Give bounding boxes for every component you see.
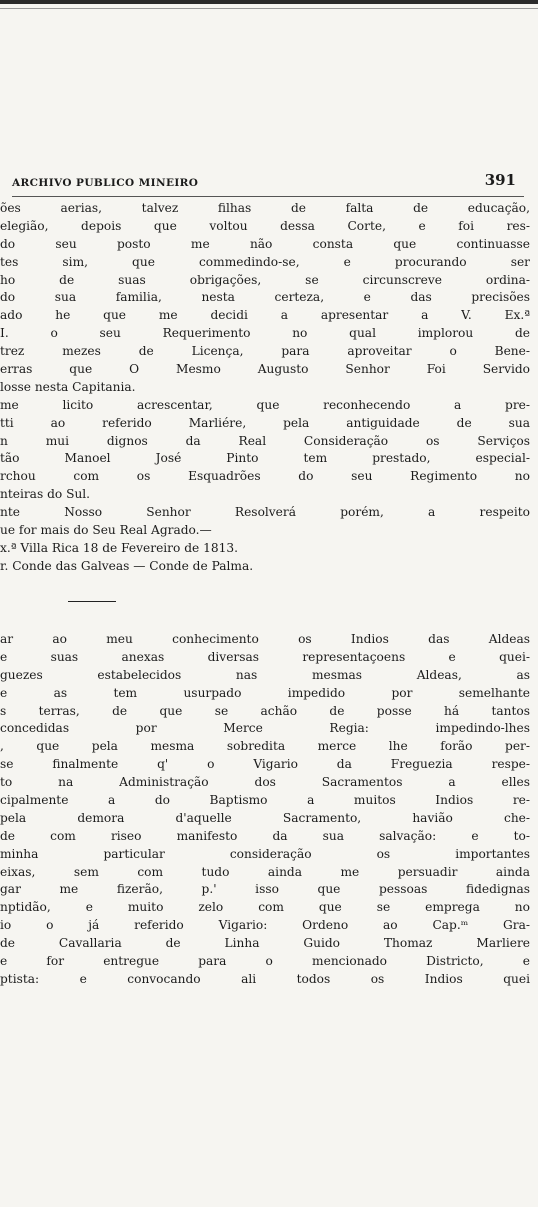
- text-line: ho de suas obrigações, se circunscreve ordina-: [0, 272, 530, 287]
- text-line: se finalmente q' o Vigario da Freguezia respe-: [0, 757, 530, 772]
- text-line: concedidas por Merce Regia: impedindo-lhes: [0, 721, 530, 736]
- text-line: e suas anexas diversas representaçoens e quei-: [0, 649, 530, 664]
- text-line: e for entregue para o mencionado Districto, e: [0, 954, 530, 969]
- scan-top-border: [0, 0, 538, 4]
- text-line: io o já referido Vigario: Ordeno ao Cap.ᵐ Gra-: [0, 918, 530, 933]
- text-line: eixas, sem com tudo ainda me persuadir ainda: [0, 864, 530, 879]
- text-line: elegião, depois que voltou dessa Corte, e foi res-: [0, 218, 530, 233]
- text-line: de Cavallaria de Linha Guido Thomaz Marliere: [0, 936, 530, 951]
- scan-top-border-thin: [0, 8, 538, 9]
- text-line: me licito acrescentar, que reconhecendo a pre-: [0, 397, 530, 412]
- text-line: guezes estabelecidos nas mesmas Aldeas, as: [0, 667, 530, 682]
- text-line: , que pela mesma sobredita merce lhe forão per-: [0, 739, 530, 754]
- text-line: nptidão, e muito zelo com que se emprega no: [0, 900, 530, 915]
- text-line: s terras, de que se achão de posse há tantos: [0, 703, 530, 718]
- text-line: ar ao meu conhecimento os Indios das Aldeas: [0, 632, 530, 646]
- text-line: nteiras do Sul.: [0, 487, 91, 502]
- text-block-letter-1: [0, 200, 530, 576]
- text-line: minha particular consideração os importantes: [0, 846, 530, 861]
- text-line: pela demora d'aquelle Sacramento, havião che-: [0, 810, 530, 825]
- text-line: de com riseo manifesto da sua salvação: e to-: [0, 828, 530, 843]
- text-line: ões aerias, talvez filhas de falta de educação,: [0, 201, 530, 215]
- text-line: x.ª Villa Rica 18 de Fevereiro de 1813.: [0, 540, 238, 555]
- text-line: to na Administração dos Sacramentos a elles: [0, 775, 530, 790]
- text-line: tes sim, que commedindo-se, e procurando ser: [0, 254, 530, 269]
- text-line: ado he que me decidi a apresentar a V. Ex.ª: [0, 308, 530, 323]
- text-line: ue for mais do Seu Real Agrado.—: [0, 523, 212, 538]
- text-line: r. Conde das Galveas — Conde de Palma.: [0, 558, 254, 573]
- text-line: trez mezes de Licença, para aproveitar o Bene-: [0, 344, 530, 359]
- header-title: ARCHIVO PUBLICO MINEIRO: [12, 177, 199, 189]
- text-line: I. o seu Requerimento no qual implorou de: [0, 326, 530, 341]
- text-line: tti ao referido Marliére, pela antiguidade de sua: [0, 415, 530, 430]
- text-line: tão Manoel José Pinto tem prestado, especial-: [0, 451, 530, 466]
- text-line: erras que O Mesmo Augusto Senhor Foi Servido: [0, 362, 530, 377]
- page-number: 391: [484, 171, 516, 189]
- text-line: n mui dignos da Real Consideração os Serviços: [0, 433, 530, 448]
- text-line: ptista: e convocando ali todos os Indios quei: [0, 971, 530, 986]
- text-line: do seu posto me não consta que continuasse: [0, 236, 530, 251]
- running-head: [12, 171, 516, 195]
- section-separator: [68, 601, 116, 602]
- text-line: nte Nosso Senhor Resolverá porém, a respeito: [0, 505, 530, 520]
- text-block-letter-2: [0, 631, 530, 989]
- text-line: do sua familia, nesta certeza, e das precisões: [0, 290, 530, 305]
- text-line: losse nesta Capitania.: [0, 379, 136, 394]
- text-line: cipalmente a do Baptismo a muitos Indios re-: [0, 793, 530, 808]
- text-line: gar me fizerão, p.' isso que pessoas fidedignas: [0, 882, 530, 897]
- text-line: e as tem usurpado impedido por semelhante: [0, 685, 530, 700]
- text-line: rchou com os Esquadrões do seu Regimento no: [0, 469, 530, 484]
- header-rule: [12, 196, 524, 197]
